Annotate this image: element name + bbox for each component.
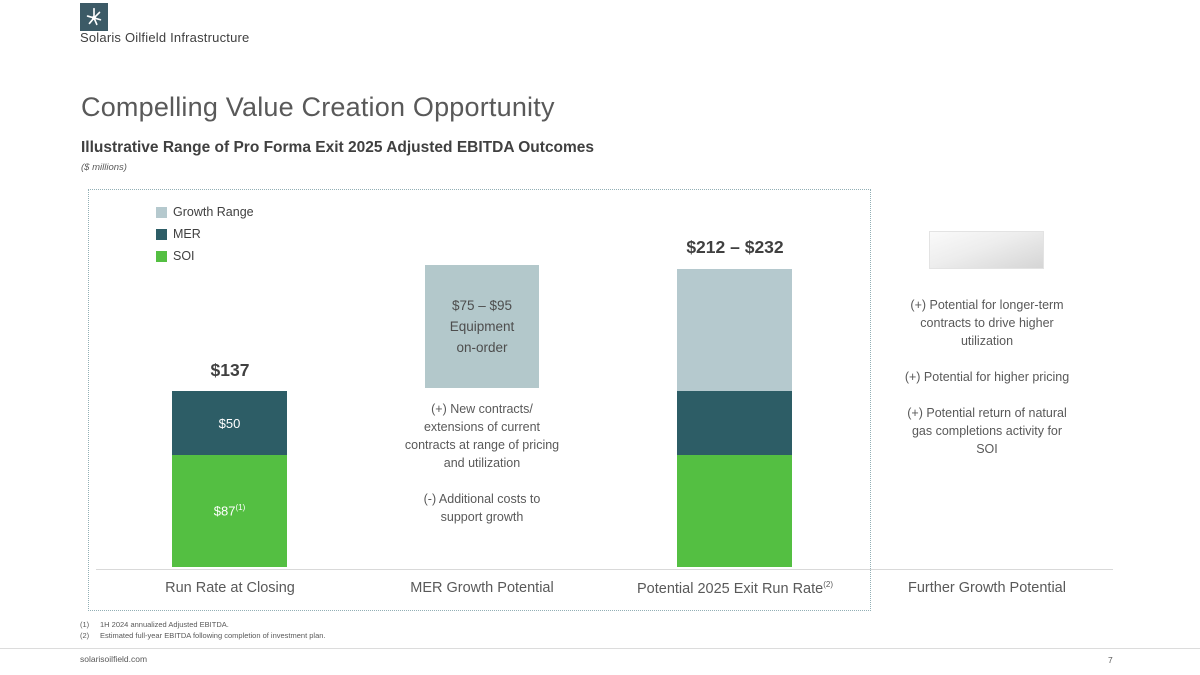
bar1-mer-segment bbox=[172, 391, 287, 455]
bar3-mer-segment bbox=[677, 391, 792, 455]
legend-swatch-mer bbox=[156, 229, 167, 240]
further-growth-notes bbox=[901, 296, 1073, 458]
bar-potential-2025-exit-run-rate bbox=[677, 269, 792, 567]
legend-item-mer bbox=[156, 223, 254, 245]
footer-divider bbox=[0, 648, 1200, 649]
footnote-1-number: (1) bbox=[80, 620, 90, 629]
equipment-box-line: on-order bbox=[456, 340, 508, 355]
bar-run-rate-at-closing bbox=[172, 391, 287, 567]
legend-item-soi bbox=[156, 245, 254, 267]
bar3-total-label: $212 – $232 bbox=[686, 237, 784, 257]
bar3-growth-range-segment bbox=[677, 269, 792, 391]
category-potential-2025-exit-run-rate: Potential 2025 Exit Run Rate$^{(2)}$ bbox=[637, 580, 833, 597]
note-additional-costs: (-) Additional costs to support growth bbox=[423, 492, 541, 524]
legend-swatch-growth-range bbox=[156, 207, 167, 218]
legend-item-growth-range bbox=[156, 201, 254, 223]
bar3-soi-segment bbox=[677, 455, 792, 567]
footnote-1-text: 1H 2024 annualized Adjusted EBITDA. bbox=[100, 620, 229, 629]
x-axis-line bbox=[96, 569, 1113, 570]
units-note: ($ millions) bbox=[81, 162, 127, 173]
footnote-ref-1: (1) bbox=[235, 503, 246, 513]
bar1-soi-segment bbox=[172, 455, 287, 567]
footer-website: solarisoilfield.com bbox=[80, 654, 148, 664]
footnote-2-text: Estimated full-year EBITDA following completion of investment plan. bbox=[100, 631, 326, 640]
page-number: 7 bbox=[1108, 655, 1113, 665]
category-mer-growth-potential: MER Growth Potential bbox=[410, 580, 554, 596]
legend-swatch-soi bbox=[156, 251, 167, 262]
further-growth-gradient-box bbox=[929, 231, 1044, 269]
chart-title: Illustrative Range of Pro Forma Exit 2025 Adjusted EBITDA Outcomes bbox=[81, 139, 595, 156]
equipment-box-line: $75 – $95 bbox=[451, 298, 513, 313]
company-logo bbox=[80, 3, 108, 31]
chart-legend bbox=[156, 201, 254, 267]
footnote-ref-2: (2) bbox=[823, 580, 833, 589]
bar1-total-label: $137 bbox=[210, 360, 250, 380]
note-natural-gas: (+) Potential return of natural gas completions activity for SOI bbox=[907, 406, 1067, 456]
legend-label: MER bbox=[173, 227, 201, 241]
note-higher-pricing: (+) Potential for higher pricing bbox=[904, 370, 1070, 384]
legend-label: SOI bbox=[173, 249, 195, 263]
mer-growth-notes bbox=[402, 400, 562, 526]
category-run-rate-at-closing: Run Rate at Closing bbox=[165, 580, 295, 596]
footnote-2-number: (2) bbox=[80, 631, 90, 640]
note-new-contracts: (+) New contracts/ extensions of current contracts at range of pricing and utilization bbox=[404, 402, 560, 470]
bar1-mer-value: $50 bbox=[218, 415, 241, 431]
bar1-soi-value: $87$^{(1)}$ bbox=[213, 503, 246, 519]
legend-label: Growth Range bbox=[173, 205, 254, 219]
company-name: Solaris Oilfield Infrastructure bbox=[80, 30, 250, 45]
starburst-icon bbox=[83, 6, 105, 28]
equipment-on-order-box bbox=[425, 265, 539, 388]
note-longer-term-contracts: (+) Potential for longer-term contracts to drive higher utilization bbox=[910, 298, 1064, 348]
category-further-growth-potential: Further Growth Potential bbox=[908, 580, 1066, 596]
slide-title: Compelling Value Creation Opportunity bbox=[81, 92, 555, 122]
equipment-box-line: Equipment bbox=[449, 319, 515, 334]
